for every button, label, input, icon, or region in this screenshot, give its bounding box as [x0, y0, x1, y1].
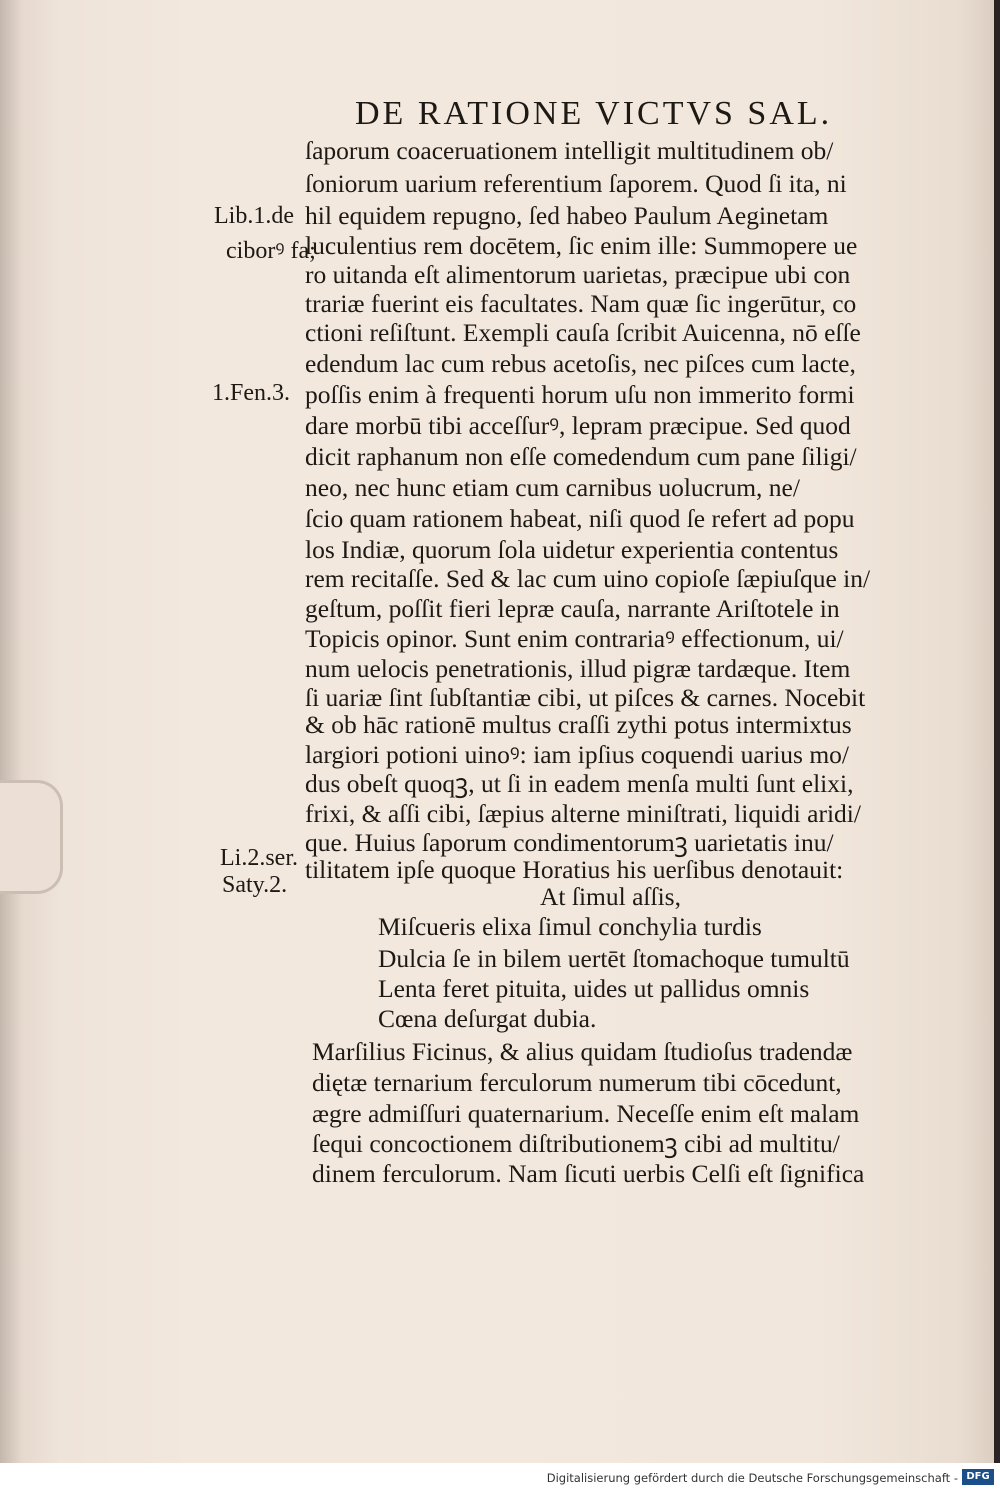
text-line: & ob hāc rationē multus craſſi zythi potus intermixtus [305, 710, 852, 739]
margin-note: Li.2.ser. [220, 845, 298, 871]
text-line: Marſilius Ficinus, & alius quidam ſtudioſus tradendæ [312, 1037, 853, 1066]
text-line: dare morbū tibi acceſſurꝰ, lepram præcipue. Sed quod [305, 411, 851, 440]
text-line: dus obeſt quoqꝫ, ut ſi in eadem menſa multi ſunt elixi, [305, 769, 854, 798]
margin-note: Lib.1.de [214, 203, 294, 229]
text-line: ſcio quam rationem habeat, niſi quod ſe refert ad popu [305, 504, 855, 533]
text-line: ctioni reſiſtunt. Exempli cauſa ſcribit Auicenna, nō eſſe [305, 318, 861, 347]
verse-line: Cœna deſurgat dubia. [378, 1004, 597, 1033]
text-line: luculentius rem docētem, ſic enim ille: Summopere ue [305, 231, 858, 260]
text-line: ſequi concoctionem diſtributionemꝫ cibi ad multitu/ [312, 1129, 840, 1158]
margin-note: ciborꝰ fa; [226, 238, 316, 264]
footer-bar [0, 1463, 1000, 1493]
text-line: neo, nec hunc etiam cum carnibus uolucrum, ne/ [305, 473, 800, 502]
text-line: Topicis opinor. Sunt enim contrariaꝰ effectionum, ui/ [305, 624, 844, 653]
text-line: ſi uariæ ſint ſubſtantiæ cibi, ut piſces & carnes. Nocebit [305, 683, 866, 712]
running-head: DE RATIONE VICTVS SAL. [355, 95, 833, 132]
dfg-logo-icon: DFG [962, 1469, 994, 1485]
text-line: dicit raphanum non eſſe comedendum cum pane ſiligi/ [305, 442, 857, 471]
text-line: tilitatem ipſe quoque Horatius his uerſibus denotauit: [305, 855, 844, 884]
funding-credit: Digitalisierung gefördert durch die Deutsche Forschungsgemeinschaft - [546, 1471, 958, 1485]
text-line: que. Huius ſaporum condimentorumꝫ uarietatis inu/ [305, 828, 834, 857]
margin-note: Saty.2. [222, 872, 288, 898]
text-line: dinem ferculorum. Nam ſicuti uerbis Celſi eſt ſignifica [312, 1159, 865, 1188]
text-line: rem recitaſſe. Sed & lac cum uino copioſe ſæpiuſque in/ [305, 564, 871, 593]
text-line: ſoniorum uarium referentium ſaporem. Quod ſi ita, ni [305, 169, 847, 198]
text-line: hil equidem repugno, ſed habeo Paulum Aeginetam [305, 201, 829, 230]
text-line: ſaporum coaceruationem intelligit multitudinem ob/ [305, 136, 834, 165]
text-line: largiori potioni uinoꝰ: iam ipſius coquendi uarius mo/ [305, 740, 850, 769]
text-line: frixi, & aſſi cibi, ſæpius alterne miniſtrati, liquidi aridi/ [305, 799, 861, 828]
verse-line: Lenta feret pituita, uides ut pallidus omnis [378, 974, 810, 1003]
text-line: edendum lac cum rebus acetoſis, nec piſces cum lacte, [305, 349, 856, 378]
verse-line: Dulcia ſe in bilem uertēt ſtomachoque tumultū [378, 944, 850, 973]
text-line: num uelocis penetrationis, illud pigræ tardæque. Item [305, 654, 851, 683]
text-line: poſſis enim à frequenti horum uſu non immerito formi [305, 380, 855, 409]
text-line: trariæ fuerint eis facultates. Nam quæ ſic ingerūtur, co [305, 289, 857, 318]
text-line: diętæ ternarium ferculorum numerum tibi cōcedunt, [312, 1068, 842, 1097]
text-line: ro uitanda eſt alimentorum uarietas, præcipue ubi con [305, 260, 851, 289]
text-line: ægre admiſſuri quaternarium. Neceſſe enim eſt malam [312, 1099, 860, 1128]
verse-line: At ſimul aſſis, [540, 882, 681, 911]
verse-line: Miſcueris elixa ſimul conchylia turdis [378, 912, 762, 941]
margin-note: 1.Fen.3. [212, 380, 290, 406]
text-line: los Indiæ, quorum ſola uidetur experientia contentus [305, 535, 839, 564]
text-line: geſtum, poſſit fieri lepræ cauſa, narrante Ariſtotele in [305, 594, 840, 623]
